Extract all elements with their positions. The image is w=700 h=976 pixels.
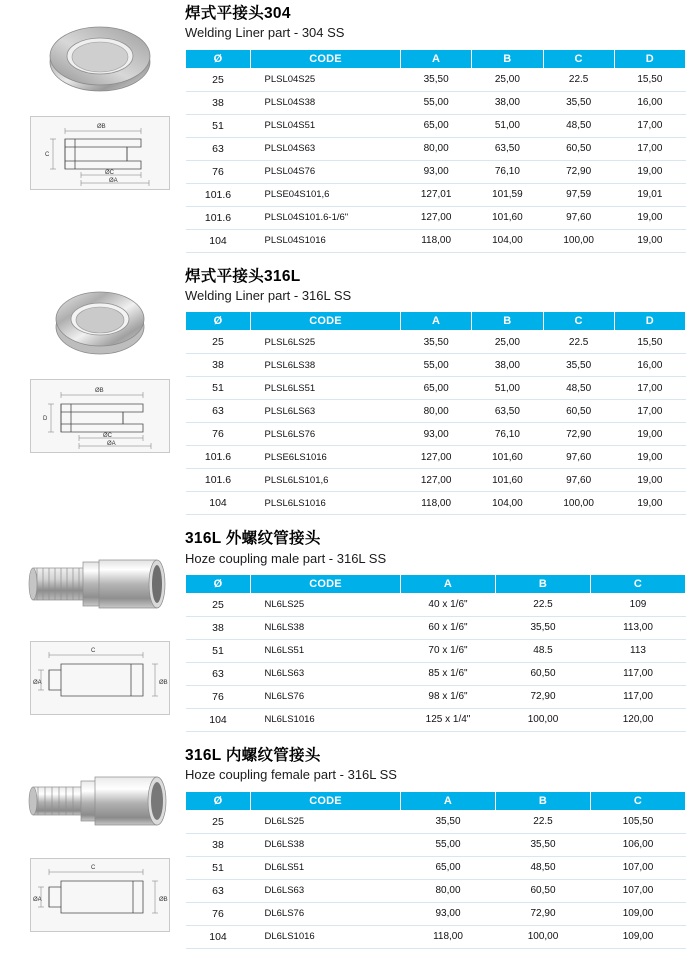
cell-d: 19,00: [614, 423, 685, 446]
cell-diameter: 101.6: [186, 183, 251, 206]
cell-d: 16,00: [614, 354, 685, 377]
column-header-a: A: [401, 312, 472, 331]
cell-code: PLSL6LS1016: [251, 492, 401, 515]
column-header-b: B: [496, 574, 591, 593]
table-row: [186, 377, 686, 400]
cell-a: 60 x 1/6": [401, 616, 496, 639]
section-title-cn: 焊式平接头316L: [185, 267, 301, 285]
cell-code: DL6LS25: [251, 810, 401, 833]
cell-diameter: 38: [186, 833, 251, 856]
cell-c: 60,50: [543, 400, 614, 423]
cell-diameter: 51: [186, 856, 251, 879]
cell-diameter: 104: [186, 492, 251, 515]
cell-a: 55,00: [401, 91, 472, 114]
cell-a: 70 x 1/6": [401, 639, 496, 662]
cell-b: 38,00: [472, 354, 543, 377]
cell-b: 76,10: [472, 160, 543, 183]
section-title-en: Welding Liner part - 304 SS: [185, 25, 345, 41]
column-header-c: C: [591, 574, 686, 593]
cell-b: 101,59: [472, 183, 543, 206]
cell-a: 80,00: [401, 400, 472, 423]
cell-a: 65,00: [401, 114, 472, 137]
table-row: [186, 685, 686, 708]
table-row: [186, 137, 686, 160]
cell-c: 120,00: [591, 708, 686, 731]
column-header-a: A: [401, 791, 496, 810]
cell-code: PLSL6LS25: [251, 331, 401, 354]
cell-diameter: 101.6: [186, 446, 251, 469]
spec-table: [185, 49, 686, 253]
cell-code: PLSL04S63: [251, 137, 401, 160]
cell-diameter: 76: [186, 160, 251, 183]
cell-c: 35,50: [543, 354, 614, 377]
table-row: [186, 400, 686, 423]
drawing-label: ØA: [32, 680, 42, 687]
table-row: [186, 879, 686, 902]
cell-b: 101,60: [472, 206, 543, 229]
cell-c: 109,00: [591, 902, 686, 925]
cell-diameter: 25: [186, 810, 251, 833]
table-row: [186, 833, 686, 856]
table-row: [186, 639, 686, 662]
column-header-code: CODE: [251, 574, 401, 593]
cell-c: 100,00: [543, 492, 614, 515]
cell-diameter: 76: [186, 423, 251, 446]
section-title-cn: 焊式平接头304: [185, 5, 291, 22]
cell-code: DL6LS38: [251, 833, 401, 856]
table-row: [186, 902, 686, 925]
cell-diameter: 104: [186, 708, 251, 731]
cell-diameter: 63: [186, 400, 251, 423]
cell-b: 25,00: [472, 68, 543, 91]
cell-d: 19,00: [614, 492, 685, 515]
cell-a: 98 x 1/6": [401, 685, 496, 708]
table-row: [186, 206, 686, 229]
section-title-en: Hoze coupling male part - 316L SS: [185, 550, 387, 566]
spec-table: [185, 574, 686, 732]
section-divider: [0, 253, 700, 263]
cell-diameter: 25: [186, 593, 251, 616]
column-header-diameter: Ø: [186, 791, 251, 810]
image-column: [0, 263, 185, 516]
cell-a: 80,00: [401, 879, 496, 902]
hose-coupling-female-drawing: [30, 858, 170, 932]
table-row: [186, 708, 686, 731]
spec-table: [185, 791, 686, 949]
cell-diameter: 51: [186, 114, 251, 137]
drawing-label: ØB: [94, 387, 104, 394]
cell-c: 97,60: [543, 206, 614, 229]
image-column: [0, 0, 185, 253]
cell-a: 127,00: [401, 469, 472, 492]
table-row: [186, 856, 686, 879]
cell-code: PLSL6LS51: [251, 377, 401, 400]
cell-b: 72,90: [496, 902, 591, 925]
table-row: [186, 229, 686, 252]
cell-d: 15,50: [614, 331, 685, 354]
cell-diameter: 51: [186, 377, 251, 400]
table-column: [185, 263, 700, 516]
cell-code: PLSE04S101,6: [251, 183, 401, 206]
drawing-label: ØC: [102, 432, 112, 439]
cell-b: 51,00: [472, 377, 543, 400]
cell-diameter: 101.6: [186, 469, 251, 492]
cell-b: 35,50: [496, 616, 591, 639]
column-header-b: B: [472, 312, 543, 331]
cell-diameter: 25: [186, 68, 251, 91]
cell-a: 55,00: [401, 354, 472, 377]
cell-d: 19,00: [614, 229, 685, 252]
cell-code: DL6LS51: [251, 856, 401, 879]
cell-b: 51,00: [472, 114, 543, 137]
image-column: [0, 525, 185, 732]
cell-code: NL6LS63: [251, 662, 401, 685]
cell-c: 97,60: [543, 446, 614, 469]
cell-code: PLSL6LS38: [251, 354, 401, 377]
table-header-row: [186, 791, 686, 810]
cell-a: 93,00: [401, 902, 496, 925]
cell-a: 127,00: [401, 446, 472, 469]
cell-code: PLSL04S76: [251, 160, 401, 183]
cell-d: 15,50: [614, 68, 685, 91]
cell-code: NL6LS1016: [251, 708, 401, 731]
cell-diameter: 63: [186, 879, 251, 902]
table-header-row: [186, 49, 686, 68]
table-column: [185, 0, 700, 253]
cell-b: 104,00: [472, 229, 543, 252]
cell-b: 60,50: [496, 662, 591, 685]
cell-a: 118,00: [401, 229, 472, 252]
cell-diameter: 101.6: [186, 206, 251, 229]
hose-coupling-male-photo: [25, 531, 175, 637]
cell-b: 48,50: [496, 856, 591, 879]
cell-a: 80,00: [401, 137, 472, 160]
column-header-c: C: [543, 312, 614, 331]
cell-a: 35,50: [401, 331, 472, 354]
cell-b: 48.5: [496, 639, 591, 662]
spec-table: [185, 311, 686, 515]
cell-a: 127,00: [401, 206, 472, 229]
cell-d: 19,00: [614, 469, 685, 492]
cell-a: 118,00: [401, 492, 472, 515]
cell-c: 107,00: [591, 856, 686, 879]
cell-diameter: 63: [186, 662, 251, 685]
cell-c: 100,00: [543, 229, 614, 252]
welding-liner-304-photo: [25, 6, 175, 112]
cell-b: 35,50: [496, 833, 591, 856]
cell-code: PLSL04S1016: [251, 229, 401, 252]
cell-c: 72,90: [543, 423, 614, 446]
column-header-c: C: [543, 49, 614, 68]
cell-code: DL6LS76: [251, 902, 401, 925]
table-row: [186, 68, 686, 91]
cell-a: 65,00: [401, 856, 496, 879]
column-header-b: B: [496, 791, 591, 810]
table-row: [186, 91, 686, 114]
cell-code: NL6LS25: [251, 593, 401, 616]
cell-diameter: 63: [186, 137, 251, 160]
cell-c: 22.5: [543, 68, 614, 91]
cell-code: PLSL04S38: [251, 91, 401, 114]
cell-d: 19,00: [614, 206, 685, 229]
product-section-welding-liner-304: [0, 0, 700, 253]
cell-d: 19,01: [614, 183, 685, 206]
welding-liner-304-drawing: [30, 116, 170, 190]
cell-c: 117,00: [591, 662, 686, 685]
cell-c: 117,00: [591, 685, 686, 708]
cell-c: 35,50: [543, 91, 614, 114]
cell-code: NL6LS51: [251, 639, 401, 662]
table-row: [186, 446, 686, 469]
section-divider: [0, 732, 700, 742]
cell-a: 35,50: [401, 810, 496, 833]
cell-diameter: 38: [186, 91, 251, 114]
cell-d: 17,00: [614, 400, 685, 423]
column-header-code: CODE: [251, 49, 401, 68]
cell-a: 118,00: [401, 925, 496, 948]
drawing-label: C: [90, 864, 95, 871]
section-title-en: Hoze coupling female part - 316L SS: [185, 767, 397, 783]
product-section-hose-coupling-female: [0, 742, 700, 949]
table-row: [186, 810, 686, 833]
cell-b: 38,00: [472, 91, 543, 114]
table-column: [185, 525, 700, 732]
cell-code: PLSE6LS1016: [251, 446, 401, 469]
cell-b: 22.5: [496, 593, 591, 616]
cell-a: 127,01: [401, 183, 472, 206]
table-row: [186, 183, 686, 206]
cell-code: DL6LS1016: [251, 925, 401, 948]
table-row: [186, 492, 686, 515]
cell-a: 93,00: [401, 423, 472, 446]
cell-diameter: 38: [186, 616, 251, 639]
drawing-label: D: [42, 415, 47, 422]
cell-c: 109,00: [591, 925, 686, 948]
product-section-hose-coupling-male: [0, 525, 700, 732]
table-row: [186, 331, 686, 354]
cell-d: 19,00: [614, 446, 685, 469]
cell-c: 113: [591, 639, 686, 662]
column-header-diameter: Ø: [186, 49, 251, 68]
cell-diameter: 104: [186, 229, 251, 252]
cell-diameter: 25: [186, 331, 251, 354]
cell-b: 101,60: [472, 446, 543, 469]
table-row: [186, 469, 686, 492]
cell-b: 60,50: [496, 879, 591, 902]
cell-diameter: 38: [186, 354, 251, 377]
cell-c: 97,59: [543, 183, 614, 206]
cell-diameter: 51: [186, 639, 251, 662]
hose-coupling-male-drawing: [30, 641, 170, 715]
drawing-label: ØB: [158, 896, 168, 903]
table-header-row: [186, 312, 686, 331]
table-row: [186, 160, 686, 183]
cell-code: PLSL04S25: [251, 68, 401, 91]
table-column: [185, 742, 700, 949]
table-row: [186, 925, 686, 948]
cell-diameter: 76: [186, 902, 251, 925]
welding-liner-316l-photo: [25, 269, 175, 375]
cell-b: 22.5: [496, 810, 591, 833]
section-divider: [0, 515, 700, 525]
cell-c: 109: [591, 593, 686, 616]
drawing-label: ØA: [108, 178, 118, 184]
drawing-label: C: [90, 648, 95, 655]
cell-d: 17,00: [614, 137, 685, 160]
cell-b: 76,10: [472, 423, 543, 446]
cell-c: 48,50: [543, 114, 614, 137]
cell-code: DL6LS63: [251, 879, 401, 902]
table-row: [186, 616, 686, 639]
product-section-welding-liner-316l: [0, 263, 700, 516]
cell-b: 72,90: [496, 685, 591, 708]
column-header-d: D: [614, 312, 685, 331]
column-header-diameter: Ø: [186, 312, 251, 331]
drawing-label: ØB: [96, 124, 106, 130]
table-row: [186, 662, 686, 685]
cell-c: 22.5: [543, 331, 614, 354]
cell-b: 63,50: [472, 137, 543, 160]
drawing-label: ØA: [32, 896, 42, 903]
welding-liner-316l-drawing: [30, 379, 170, 453]
table-row: [186, 354, 686, 377]
column-header-a: A: [401, 574, 496, 593]
column-header-d: D: [614, 49, 685, 68]
section-title-en: Welding Liner part - 316L SS: [185, 288, 352, 303]
column-header-b: B: [472, 49, 543, 68]
cell-b: 100,00: [496, 925, 591, 948]
cell-c: 72,90: [543, 160, 614, 183]
cell-c: 60,50: [543, 137, 614, 160]
hose-coupling-female-photo: [25, 748, 175, 854]
cell-a: 93,00: [401, 160, 472, 183]
column-header-diameter: Ø: [186, 574, 251, 593]
cell-a: 55,00: [401, 833, 496, 856]
cell-code: PLSL04S51: [251, 114, 401, 137]
drawing-label: C: [44, 152, 49, 158]
column-header-code: CODE: [251, 312, 401, 331]
cell-d: 19,00: [614, 160, 685, 183]
cell-a: 65,00: [401, 377, 472, 400]
section-title-cn: 316L 外螺纹管接头: [185, 530, 321, 548]
cell-code: PLSL6LS76: [251, 423, 401, 446]
cell-c: 97,60: [543, 469, 614, 492]
cell-c: 113,00: [591, 616, 686, 639]
cell-code: NL6LS76: [251, 685, 401, 708]
section-title-cn: 316L 内螺纹管接头: [185, 746, 321, 764]
cell-a: 125 x 1/4": [401, 708, 496, 731]
cell-code: NL6LS38: [251, 616, 401, 639]
image-column: [0, 742, 185, 949]
table-row: [186, 423, 686, 446]
cell-b: 63,50: [472, 400, 543, 423]
cell-d: 17,00: [614, 114, 685, 137]
cell-code: PLSL6LS63: [251, 400, 401, 423]
drawing-label: ØC: [104, 170, 114, 176]
cell-c: 48,50: [543, 377, 614, 400]
cell-b: 100,00: [496, 708, 591, 731]
drawing-label: ØA: [106, 440, 116, 447]
cell-diameter: 76: [186, 685, 251, 708]
cell-c: 106,00: [591, 833, 686, 856]
cell-c: 105,50: [591, 810, 686, 833]
column-header-code: CODE: [251, 791, 401, 810]
cell-a: 85 x 1/6": [401, 662, 496, 685]
table-row: [186, 114, 686, 137]
cell-code: PLSL04S101.6-1/6": [251, 206, 401, 229]
table-row: [186, 593, 686, 616]
cell-d: 16,00: [614, 91, 685, 114]
cell-a: 40 x 1/6": [401, 593, 496, 616]
drawing-label: ØB: [158, 680, 168, 687]
cell-d: 17,00: [614, 377, 685, 400]
cell-b: 104,00: [472, 492, 543, 515]
cell-a: 35,50: [401, 68, 472, 91]
cell-c: 107,00: [591, 879, 686, 902]
cell-b: 25,00: [472, 331, 543, 354]
table-header-row: [186, 574, 686, 593]
column-header-a: A: [401, 49, 472, 68]
cell-b: 101,60: [472, 469, 543, 492]
column-header-c: C: [591, 791, 686, 810]
cell-code: PLSL6LS101,6: [251, 469, 401, 492]
cell-diameter: 104: [186, 925, 251, 948]
